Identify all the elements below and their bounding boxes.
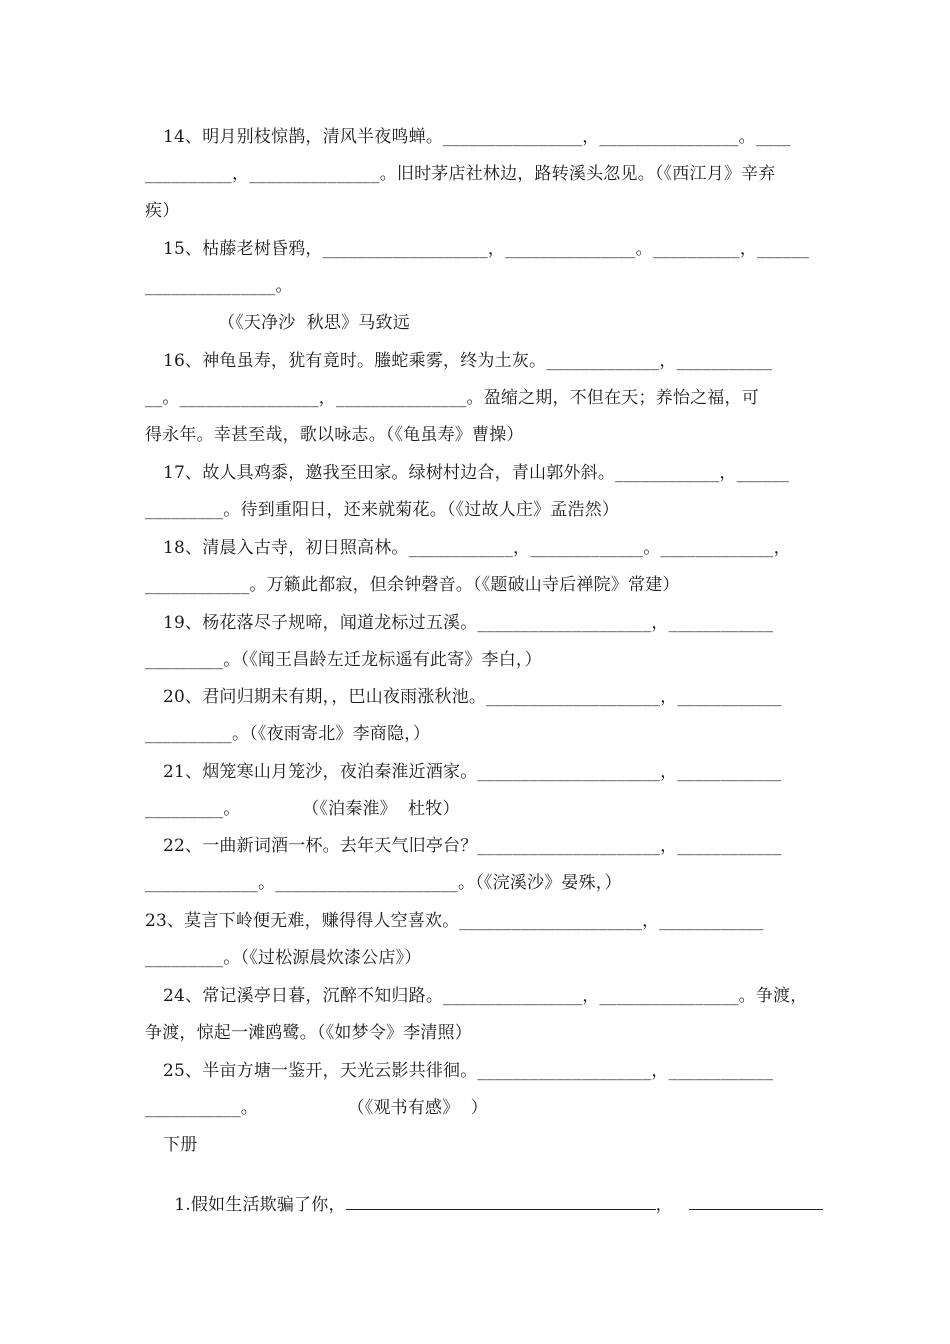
question-23-line-2: _________。（《过松源晨炊漆公店》） <box>145 948 422 968</box>
question-17-line-1: 17、故人具鸡黍，邀我至田家。绿树村边合，青山郭外斜。____________，______ <box>163 463 789 483</box>
question-16-line-1: 16、神龟虽寿，犹有竟时。螣蛇乘雾，终为土灰。_____________，___________ <box>163 351 773 371</box>
question-17-line-2: _________。待到重阳日，还来就菊花。（《过故人庄》孟浩然） <box>145 500 620 520</box>
question-25-line-2: ___________。 （《观书有感》 ） <box>145 1098 488 1118</box>
question-14-line-1: 14、明月别枝惊鹊，清风半夜鸣蝉。________________，________________。____ <box>163 127 791 147</box>
section-heading: 下册 <box>163 1135 198 1155</box>
question-x1-text: 1.假如生活欺骗了你， <box>174 1195 346 1215</box>
question-24-line-1: 24、常记溪亭日暮，沉醉不知归路。________________，________________。争渡， <box>163 986 808 1006</box>
question-18-line-2: ____________。万籁此都寂，但余钟磬音。（《题破山寺后禅院》常建） <box>145 575 680 595</box>
question-19-line-2: _________。（《闻王昌龄左迁龙标遥有此寄》李白，） <box>145 650 542 670</box>
question-19-line-1: 19、杨花落尽子规啼，闻道龙标过五溪。____________________，____________ <box>163 613 774 633</box>
answer-blank[interactable] <box>689 1194 823 1210</box>
question-16-line-2: __。________________，_______________。盈缩之期，不但在天；养怡之福，可 <box>145 388 759 408</box>
comma: ， <box>655 1195 673 1215</box>
question-20-line-1: 20、君问归期未有期，，巴山夜雨涨秋池。____________________，____________ <box>163 687 782 707</box>
question-25-line-1: 25、半亩方塘一鉴开，天光云影共徘徊。____________________，____________ <box>163 1061 774 1081</box>
question-15-line-2: _______________。 <box>145 276 293 296</box>
question-x1-line <box>163 1172 823 1216</box>
question-22-line-2: _____________。_____________________。（《浣溪沙》晏殊，） <box>145 873 622 893</box>
question-15-line-1: 15、枯藤老树昏鸦，___________________，_______________。__________，______ <box>163 239 810 259</box>
question-14-line-2: __________，_______________。旧时茅店社林边，路转溪头忽见。（《西江月》辛弃 <box>145 164 776 184</box>
question-14-line-3: 疾） <box>145 201 180 221</box>
question-20-line-2: __________。（《夜雨寄北》李商隐，） <box>145 724 431 744</box>
question-24-line-2: 争渡，惊起一滩鸥鹭。（《如梦令》李清照） <box>145 1023 472 1043</box>
answer-blank[interactable] <box>346 1194 656 1210</box>
question-22-line-1: 22、一曲新词酒一杯。去年天气旧亭台？_____________________，____________ <box>163 836 782 856</box>
question-21-line-1: 21、烟笼寒山月笼沙，夜泊秦淮近酒家。_____________________，____________ <box>163 762 782 782</box>
question-18-line-1: 18、清晨入古寺，初日照高林。____________，_____________。_____________， <box>163 538 791 558</box>
question-15-source: （《天净沙 秋思》马致远 <box>218 313 410 333</box>
question-16-line-3: 得永年。幸甚至哉，歌以咏志。（《龟虽寿》曹操） <box>145 425 524 445</box>
question-23-line-1: 23、莫言下岭便无难，赚得得人空喜欢。_____________________，____________ <box>145 911 764 931</box>
question-21-line-2: _________。 （《泊秦淮》 杜牧） <box>145 799 460 819</box>
